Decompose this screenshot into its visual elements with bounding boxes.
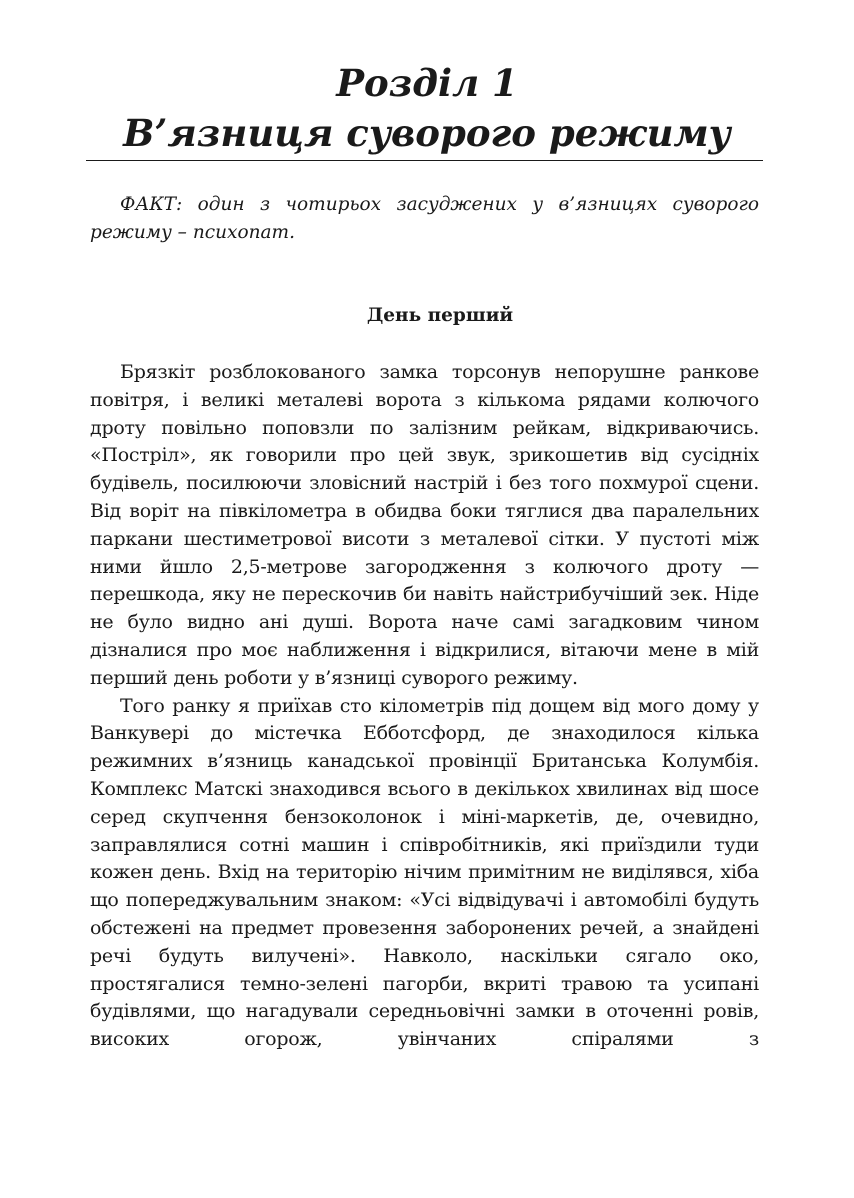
body-text bbox=[90, 359, 759, 1054]
chapter-number-title: Розділ 1 bbox=[336, 61, 518, 105]
paragraph: Брязкіт розблокованого замка торсонув непорушне ранкове повітря, і великі металеві ворота з кількома рядами колючого дроту повільно поповзли по залізним рейкам, відкриваючись. «Постріл», як говорили про цей звук, зрикошетив від сусідніх будівель, посилюючи зловісний настрій і без того похмурої сцени. Від воріт на півкілометра в обидва боки тяглися два паралельних паркани шестиметрової висоти з металевої сітки. У пустоті між ними йшло 2,5-метрове загородження з колючого дроту — перешкода, яку не перескочив би навіть найстрибучіший зек. Ніде не було видно ані душі. Ворота наче самі загадковим чином дізналися про моє наближення і відкрилися, вітаючи мене в мій перший день роботи у в’язниці суворого режиму. bbox=[90, 361, 759, 689]
epigraph: ФАКТ: один з чотирьох засуджених у в’язницях суворого режиму – психопат. bbox=[90, 194, 759, 243]
title-divider bbox=[86, 160, 763, 161]
chapter-title: В’язниця суворого режиму bbox=[123, 111, 731, 155]
section-heading: День перший bbox=[366, 305, 514, 326]
paragraph: Того ранку я приїхав сто кілометрів під дощем від мого дому у Ванкувері до містечка Еббoтсфорд, де знаходилося кілька режимних в’язниць канадської провінції Британська Колумбія. Комплекс Матскі знаходився всього в декількох хвилинах від шосе серед скупчення бензоколонок і міні-маркетів, де, очевидно, заправлялися сотні машин і співробітників, які приїздили туди кожен день. Вхід на територію нічим примітним не виділявся, хіба що попереджувальним знаком: «Усі відвідувачі і автомобілі будуть обстежені на предмет провезення заборонених речей, а знайдені речі будуть вилучені». Навколо, наскільки сягало око, простягалися темно-зелені пагорби, вкриті травою та усипані будівлями, що нагадували середньовічні замки в оточенні ровів, високих огорож, увінчаних спіралями з bbox=[90, 694, 759, 1051]
